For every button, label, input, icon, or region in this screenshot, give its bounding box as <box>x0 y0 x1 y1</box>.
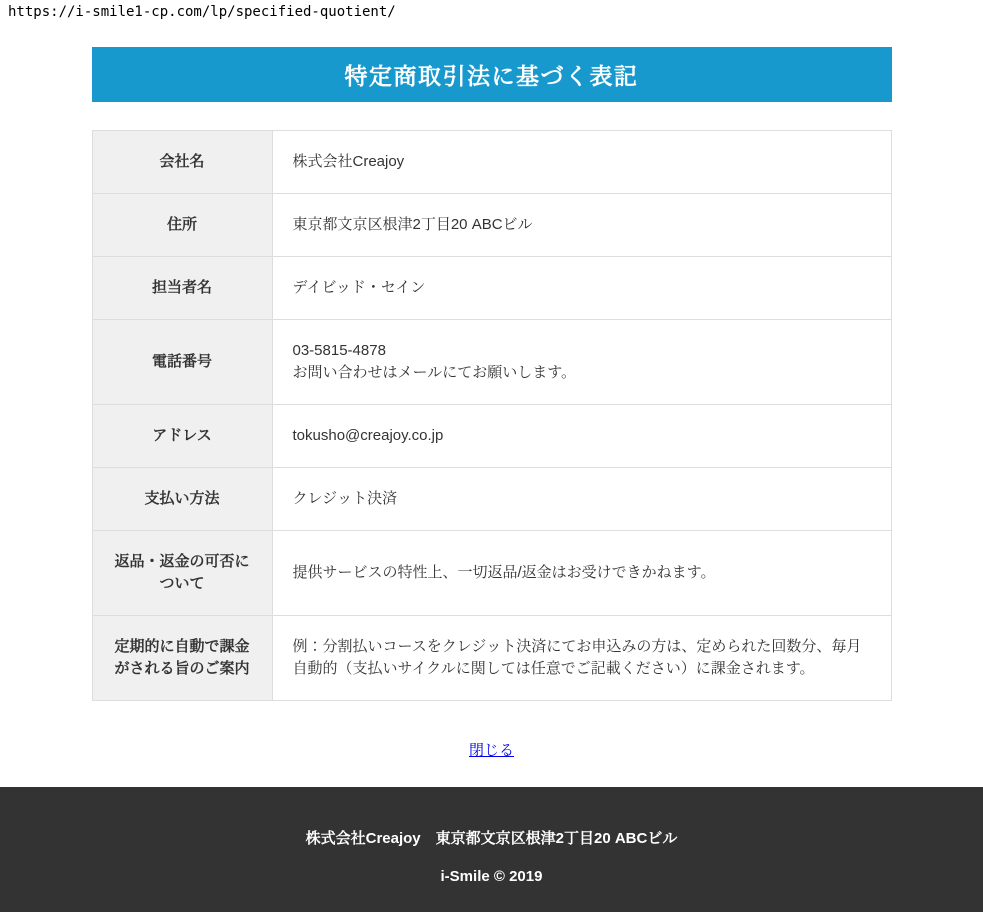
tokusho-table <box>92 130 892 701</box>
tokusho-table-body <box>92 131 891 701</box>
row-value: 03-5815-4878 お問い合わせはメールにてお願いします。 <box>272 320 891 405</box>
table-row <box>92 405 891 468</box>
table-row <box>92 131 891 194</box>
row-value: 例：分割払いコースをクレジット決済にてお申込みの方は、定められた回数分、毎月自動的（支払いサイクルに関しては任意でご記載ください）に課金されます。 <box>272 616 891 701</box>
row-label: 定期的に自動で課金がされる旨のご案内 <box>92 616 272 701</box>
row-value: 株式会社Creajoy <box>272 131 891 194</box>
page-title: 特定商取引法に基づく表記 <box>344 63 639 89</box>
table-row <box>92 320 891 405</box>
footer <box>0 787 983 912</box>
table-row <box>92 194 891 257</box>
page <box>0 4 983 912</box>
row-label: 住所 <box>92 194 272 257</box>
row-label: アドレス <box>92 405 272 468</box>
close-link-container <box>0 739 983 760</box>
row-label: 支払い方法 <box>92 468 272 531</box>
row-value: tokusho@creajoy.co.jp <box>272 405 891 468</box>
page-header-banner <box>92 47 892 102</box>
row-label: 担当者名 <box>92 257 272 320</box>
page-url: https://i-smile1-cp.com/lp/specified-quotient/ <box>8 4 396 20</box>
row-value: クレジット決済 <box>272 468 891 531</box>
table-row <box>92 257 891 320</box>
table-row <box>92 468 891 531</box>
footer-company-address: 株式会社Creajoy 東京都文京区根津2丁目20 ABCビル <box>305 830 678 847</box>
table-row <box>92 531 891 616</box>
row-value: デイビッド・セイン <box>272 257 891 320</box>
row-value: 提供サービスの特性上、一切返品/返金はお受けできかねます。 <box>272 531 891 616</box>
table-row <box>92 616 891 701</box>
row-label: 返品・返金の可否について <box>92 531 272 616</box>
footer-copyright: i-Smile © 2019 <box>440 868 543 885</box>
row-value: 東京都文京区根津2丁目20 ABCビル <box>272 194 891 257</box>
row-label: 会社名 <box>92 131 272 194</box>
close-link[interactable]: 閉じる <box>468 742 514 759</box>
row-label: 電話番号 <box>92 320 272 405</box>
